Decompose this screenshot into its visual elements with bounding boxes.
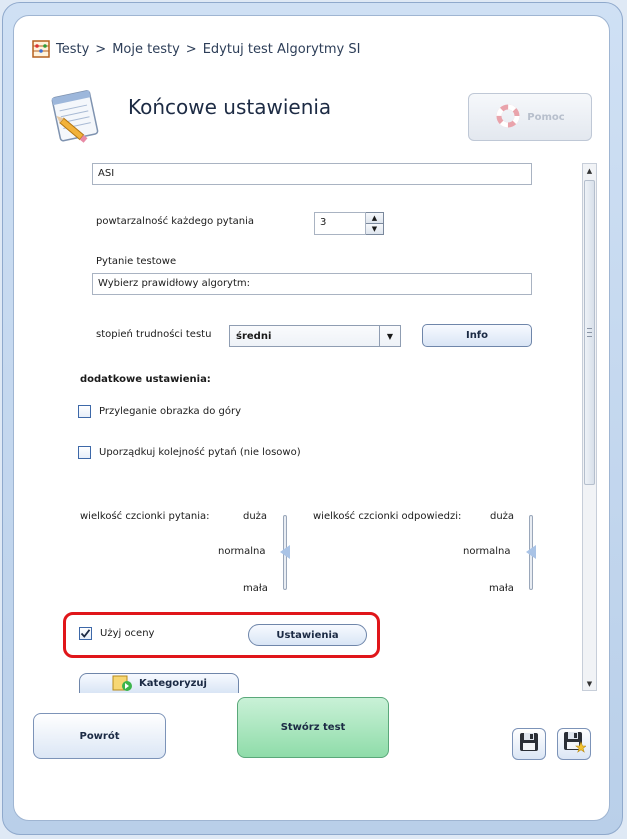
help-button[interactable]: [468, 93, 592, 141]
difficulty-label: stopień trudności testu: [96, 329, 212, 340]
use-grades-checkbox[interactable]: [79, 627, 92, 640]
option-use-grades[interactable]: [79, 627, 154, 640]
difficulty-select[interactable]: [229, 325, 401, 347]
categorize-label: Kategoryzuj: [139, 678, 207, 689]
option-align-top[interactable]: [78, 405, 241, 418]
extra-settings-heading: dodatkowe ustawienia:: [80, 374, 211, 385]
breadcrumb-item-current: Edytuj test Algorytmy SI: [202, 41, 361, 57]
answer-size-large: duża: [490, 511, 515, 522]
scroll-down-icon[interactable]: ▼: [586, 680, 593, 688]
stepper-up-icon[interactable]: ▲: [366, 213, 383, 223]
breadcrumb: [32, 40, 360, 58]
repeat-label: powtarzalność każdego pytania: [96, 216, 254, 227]
create-test-button[interactable]: Stwórz test: [237, 697, 389, 758]
answer-font-label: wielkość czcionki odpowiedzi:: [313, 511, 462, 522]
save-button[interactable]: [512, 728, 546, 760]
answer-size-normal: normalna: [463, 546, 511, 557]
question-size-large: duża: [243, 511, 268, 522]
scroll-thumb[interactable]: [584, 180, 595, 485]
floppy-disk-star-icon: [562, 730, 586, 758]
option-question-order[interactable]: [78, 446, 301, 459]
question-label: Pytanie testowe: [96, 256, 177, 267]
abacus-icon: [32, 40, 50, 58]
chevron-down-icon[interactable]: ▼: [379, 326, 400, 346]
page-title: Końcowe ustawienia: [128, 95, 332, 119]
question-font-slider-thumb[interactable]: [280, 545, 290, 559]
back-button[interactable]: Powrót: [33, 713, 166, 759]
answer-font-slider-thumb[interactable]: [526, 545, 536, 559]
notepad-pencil-icon: [44, 88, 104, 144]
question-input[interactable]: Wybierz prawidłowy algorytm:: [92, 273, 532, 295]
difficulty-value: średni: [236, 330, 272, 342]
help-button-label: Pomoc: [527, 111, 565, 123]
breadcrumb-separator: >: [95, 41, 107, 57]
scrollbar[interactable]: [582, 163, 597, 691]
info-button[interactable]: Info: [422, 324, 532, 347]
save-as-button[interactable]: [557, 728, 591, 760]
breadcrumb-item-testy[interactable]: Testy: [56, 41, 90, 57]
use-grades-label: Użyj oceny: [100, 628, 155, 639]
answer-size-small: mała: [489, 583, 514, 594]
stepper-down-icon[interactable]: ▼: [366, 223, 383, 234]
question-size-small: mała: [243, 583, 268, 594]
floppy-disk-icon: [518, 731, 540, 757]
repeat-value[interactable]: 3: [314, 212, 366, 235]
lifebuoy-icon: [495, 103, 521, 132]
repeat-stepper[interactable]: [314, 212, 386, 235]
align-top-checkbox[interactable]: [78, 405, 91, 418]
question-order-label: Uporządkuj kolejność pytań (nie losowo): [99, 447, 301, 458]
scroll-up-icon[interactable]: ▲: [586, 167, 593, 175]
question-order-checkbox[interactable]: [78, 446, 91, 459]
question-size-normal: normalna: [218, 546, 266, 557]
test-name-input[interactable]: ASI: [92, 163, 532, 185]
breadcrumb-separator: >: [185, 41, 197, 57]
checkmark-icon: [80, 628, 91, 639]
breadcrumb-item-moje-testy[interactable]: Moje testy: [112, 41, 180, 57]
align-top-label: Przyleganie obrazka do góry: [99, 406, 242, 417]
question-font-label: wielkość czcionki pytania:: [80, 511, 210, 522]
grade-settings-button[interactable]: Ustawienia: [248, 624, 367, 646]
folder-arrow-icon: [111, 673, 133, 694]
categorize-button[interactable]: [79, 673, 239, 693]
